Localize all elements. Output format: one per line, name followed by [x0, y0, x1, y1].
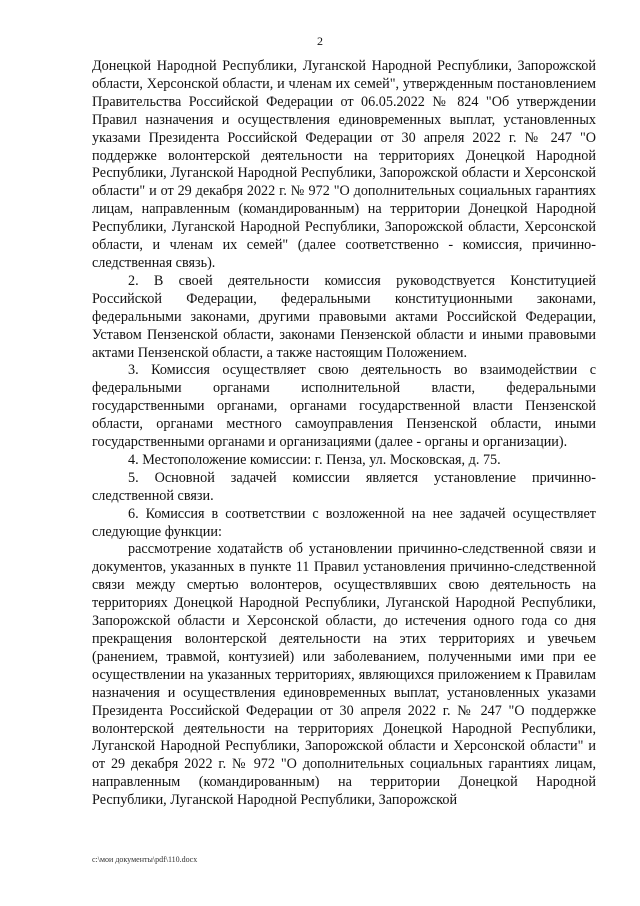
footer-file-path: c:\мои документы\pdf\110.docx — [92, 855, 198, 864]
document-body — [92, 58, 596, 810]
paragraph-5: 5. Основной задачей комиссии является установление причинно-следственной связи. — [92, 469, 596, 504]
paragraph-4: 4. Местоположение комиссии: г. Пенза, ул. Московская, д. 75. — [128, 451, 501, 468]
page-number: 2 — [317, 34, 323, 48]
paragraph-continuation: Донецкой Народной Республики, Луганской Народной Республики, Запорожской области, Херсонской области, и членам их семей", утвержденным постановлением Правительства Российской Федерации от 06.05.2022 № 824 "Об утверждении Правил назначения и осуществления единовременных выплат, установленных указами Президента Российской Федерации от 30 апреля 2022 г. № 247 "О поддержке волонтерской деятельности на территориях Донецкой Народной Республики, Луганской Народной Республики, Запорожской области и Херсонской области" и от 29 декабря 2022 г. № 972 "О дополнительных социальных гарантиях лицам, направленным (командированным) на территории Донецкой Народной Республики, Луганской Народной Республики, Запорожской области, Херсонской области, и членам их семей" (далее соответственно - комиссия, причинно-следственная связь). — [92, 58, 596, 271]
paragraph-3: 3. Комиссия осуществляет свою деятельность во взаимодействии с федеральными органами исполнительной власти, федеральными государственными органами, органами государственной власти Пензенской области, органами местного самоуправления Пензенской области, иными государственными органами и организациями (далее - органы и организации). — [92, 362, 596, 451]
paragraph-2: 2. В своей деятельности комиссия руководствуется Конституцией Российской Федерации, федеральными конституционными законами, федеральными законами, другими правовыми актами Российской Федерации, Уставом Пензенской области, законами Пензенской области и иными правовыми актами Пензенской области, а также настоящим Положением. — [92, 272, 596, 361]
paragraph-6: 6. Комиссия в соответствии с возложенной на нее задачей осуществляет следующие функции: — [92, 505, 596, 540]
paragraph-6-function-1: рассмотрение ходатайств об установлении причинно-следственной связи и документов, указанных в пункте 11 Правил установления причинно-следственной связи между смертью волонтеров, осуществлявших свою деятельность на территориях Донецкой Народной Республики, Луганской Народной Республики, Запорожской области и Херсонской области, до истечения одного года со дня прекращения волонтерской деятельности на этих территориях и увечьем (ранением, травмой, контузией) или заболеванием, полученными ими при ее осуществлении на указанных территориях, являющихся приложением к Правилам назначения и осуществления единовременных выплат, установленных указами Президента Российской Федерации от 30 апреля 2022 г. № 247 "О поддержке волонтерской деятельности на территориях Донецкой Народной Республики, Луганской Народной Республики, Запорожской области и Херсонской области" и от 29 декабря 2022 г. № 972 "О дополнительных социальных гарантиях лицам, направленным (командированным) на территории Донецкой Народной Республики, Луганской Народной Республики, Запорожской — [92, 541, 596, 809]
